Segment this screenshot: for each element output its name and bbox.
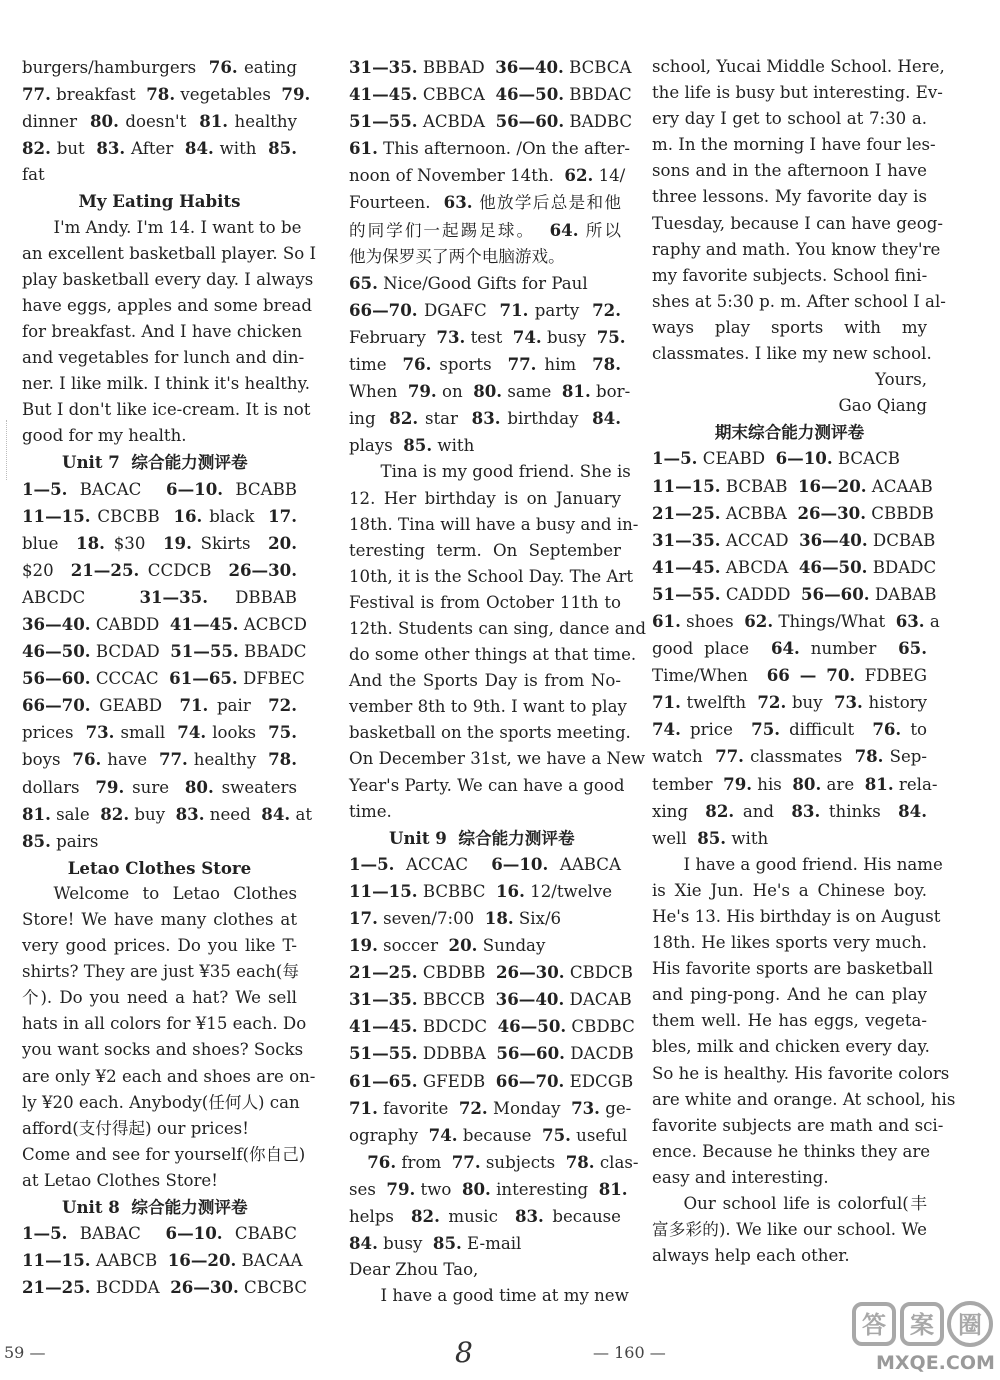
text-line: dollars 79. sure 80. sweaters <box>22 776 297 797</box>
text-line: 11—15. AABCB 16—20. BACAA <box>22 1250 303 1271</box>
page-number: — 160 — <box>593 1343 666 1362</box>
text-line: 12th. Students can sing, dance and <box>349 618 646 638</box>
text-line: 10th, it is the School Day. The Art <box>349 566 634 586</box>
text-line: and vegetables for lunch and din- <box>22 348 305 368</box>
text-line: Yours, <box>875 370 927 390</box>
answer-column-middle <box>349 54 646 1309</box>
text-line: ing 82. star 83. birthday 84. <box>349 408 621 429</box>
text-line: xing 82. and 83. thinks 84. <box>652 800 928 821</box>
text-line: Tina is my good friend. She is <box>380 462 631 482</box>
text-line: 1—5. BACAC 6—10. BCABB <box>22 478 297 499</box>
text-line: 21—25. BCDDA 26—30. CBCBC <box>22 1277 308 1298</box>
text-line: are only ¥2 each and shoes are on- <box>22 1066 316 1086</box>
text-line: 61—65. GFEDB 66—70. EDCGB <box>349 1070 634 1091</box>
text-line: ABCDC 31—35. DBBAB <box>22 586 297 607</box>
text-line: vember 8th to 9th. I want to play <box>349 697 627 717</box>
text-line: $20 21—25. CCDCB 26—30. <box>22 559 297 580</box>
text-line: at Letao Clothes Store! <box>22 1170 218 1190</box>
text-line: 11—15. CBCBB 16. black 17. <box>22 505 298 526</box>
text-line: My Eating Habits <box>78 191 241 212</box>
text-line: have eggs, apples and some bread <box>22 295 312 315</box>
text-line: an excellent basketball player. So I <box>22 243 317 263</box>
text-line: 期末综合能力测评卷 <box>714 422 865 443</box>
text-line: m. In the morning I have four les- <box>652 135 936 155</box>
text-line: 19. soccer 20. Sunday <box>349 935 546 956</box>
text-line: ography 74. because 75. useful <box>349 1124 628 1145</box>
text-line: He's 13. His birthday is on August <box>652 907 941 926</box>
text-line: school, Yucai Middle School. Here, <box>652 57 945 76</box>
text-line: favorite subjects are math and sci- <box>652 1115 944 1135</box>
text-line: 36—40. CABDD 41—45. ACBCD <box>22 613 307 634</box>
text-line: His favorite sports are basketball <box>652 959 934 979</box>
text-line: helps 82. music 83. because <box>349 1206 621 1227</box>
text-line: Our school life is colorful(丰 <box>683 1194 927 1214</box>
text-line: 41—45. ABCDA 46—50. BDADC <box>652 556 937 577</box>
text-line: plays 85. with <box>349 435 475 456</box>
text-line: Unit 8 综合能力测评卷 <box>62 1197 248 1218</box>
text-line: tember 79. his 80. are 81. rela- <box>652 773 938 794</box>
text-line: 31—35. BBBAD 36—40. BCBCA <box>349 57 632 77</box>
text-line: 31—35. ACCAD 36—40. DCBAB <box>652 529 936 550</box>
text-line: time. <box>349 801 392 821</box>
text-line: 51—55. DDBBA 56—60. DACDB <box>349 1043 634 1064</box>
text-line: So he is healthy. His favorite colors <box>652 1063 950 1083</box>
text-line: But I don't like ice-cream. It is not <box>22 400 311 420</box>
text-line: 74. price 75. difficult 76. to <box>652 719 927 740</box>
text-line: Unit 7 综合能力测评卷 <box>62 452 248 473</box>
watermark-icon <box>848 1296 998 1358</box>
text-line: 65. Nice/Good Gifts for Paul <box>349 272 588 293</box>
text-line: ery day I get to school at 7:30 a. <box>652 109 927 129</box>
text-line: watch 77. classmates 78. Sep- <box>652 746 928 767</box>
text-line: 84. busy 85. E-mail <box>349 1233 522 1254</box>
text-line: I have a good time at my new <box>380 1286 629 1306</box>
text-line: bles, milk and chicken every day. <box>652 1037 930 1057</box>
text-line: for breakfast. And I have chicken <box>22 321 303 341</box>
text-line: Letao Clothes Store <box>67 857 252 878</box>
text-line: time 76. sports 77. him 78. <box>349 354 621 375</box>
text-line: 1—5. CEABD 6—10. BCACB <box>652 448 900 469</box>
text-line: 21—25. ACBBA 26—30. CBBDB <box>652 502 934 523</box>
text-line: classmates. I like my new school. <box>652 344 932 364</box>
text-line: shes at 5:30 p. m. After school I al- <box>652 291 946 311</box>
text-line: ence. Because he thinks they are <box>652 1141 931 1161</box>
text-line: When 79. on 80. same 81. bor- <box>349 381 631 402</box>
text-line: and ping-pong. And he can play <box>652 985 927 1005</box>
text-line: 18th. He likes sports very much. <box>652 933 927 953</box>
text-line: shirts? They are just ¥35 each(每 <box>22 962 299 982</box>
text-line: good for my health. <box>22 426 187 446</box>
text-line: burgers/hamburgers 76. eating <box>22 57 297 77</box>
text-line: 31—35. BBCCB 36—40. DACAB <box>349 989 632 1010</box>
text-line: hats in all colors for ¥15 each. Do <box>22 1014 307 1034</box>
text-line: very good prices. Do you like T- <box>22 936 297 956</box>
text-line: 21—25. CBDBB 26—30. CBDCB <box>349 962 633 983</box>
text-line: Gao Qiang <box>838 396 927 416</box>
text-line: 85. pairs <box>22 830 99 851</box>
text-line: three lessons. My favorite day is <box>652 187 927 207</box>
text-line: Tuesday, because I can have geog- <box>652 213 943 233</box>
text-line: my favorite subjects. School fini- <box>652 265 928 285</box>
text-line: 46—50. BCDAD 51—55. BBADC <box>22 641 307 662</box>
text-line: Welcome to Letao Clothes <box>53 883 297 903</box>
text-line: And the Sports Day is from No- <box>349 671 621 691</box>
text-line: blue 18. $30 19. Skirts 20. <box>22 532 297 553</box>
text-line: fat <box>22 165 45 185</box>
binding-dotted-line <box>6 420 7 480</box>
text-line: prices 73. small 74. looks 75. <box>22 722 297 743</box>
text-line: you want socks and shoes? Socks <box>22 1040 304 1060</box>
answer-column-left <box>22 54 317 1301</box>
text-line: is Xie Jun. He's a Chinese boy. <box>652 880 927 900</box>
svg-text:答: 答 <box>862 1311 886 1339</box>
text-line: do some other things at that time. <box>349 645 637 665</box>
text-line: 56—60. CCCAC 61—65. DFBEC <box>22 668 305 689</box>
text-line: ses 79. two 80. interesting 81. <box>349 1178 628 1199</box>
text-line: 18th. Tina will have a busy and in- <box>349 514 639 534</box>
text-line: 51—55. ACBDA 56—60. BADBC <box>349 111 633 132</box>
text-line: 41—45. BDCDC 46—50. CBDBC <box>349 1016 635 1037</box>
text-line: I have a good friend. His name <box>683 854 943 874</box>
text-line: them well. He has eggs, vegeta- <box>652 1011 927 1031</box>
text-line: Festival is from October 11th to <box>349 592 621 612</box>
text-line: good place 64. number 65. <box>652 638 927 659</box>
text-line: 1—5. ACCAC 6—10. AABCA <box>349 853 621 874</box>
previous-page-number: 59 — <box>4 1343 46 1362</box>
text-line: 他为保罗买了两个电脑游戏。 <box>349 246 565 266</box>
text-line: Dear Zhou Tao, <box>349 1260 479 1280</box>
text-line: easy and interesting. <box>652 1167 829 1187</box>
text-line: On December 31st, we have a New <box>349 749 646 769</box>
text-line: the life is busy but interesting. Ev- <box>652 83 943 103</box>
text-line: dinner 80. doesn't 81. healthy <box>22 111 297 132</box>
text-line: are white and orange. At school, his <box>652 1089 956 1109</box>
text-line: 61. shoes 62. Things/What 63. a <box>652 610 940 631</box>
text-line: 81. sale 82. buy 83. need 84. at <box>22 803 313 824</box>
text-line: raphy and math. You know they're <box>652 239 941 259</box>
text-line: Unit 9 综合能力测评卷 <box>389 827 575 848</box>
text-line: 17. seven/7:00 18. Six/6 <box>349 908 562 928</box>
text-line: 11—15. BCBAB 16—20. ACAAB <box>652 475 933 496</box>
text-line: 71. twelfth 72. buy 73. history <box>652 692 927 713</box>
text-line: 61. This afternoon. /On the after- <box>349 138 631 159</box>
text-line: 11—15. BCBBC 16. 12/twelve <box>349 880 613 901</box>
text-line: 41—45. CBBCA 46—50. BBDAC <box>349 84 632 105</box>
text-line: 66—70. GEABD 71. pair 72. <box>22 695 297 716</box>
text-line: boys 76. have 77. healthy 78. <box>22 749 297 770</box>
text-line: always help each other. <box>652 1246 850 1266</box>
text-line: February 73. test 74. busy 75. <box>349 326 626 347</box>
text-line: play basketball every day. I always <box>22 269 314 289</box>
text-line: Year's Party. We can have a good <box>349 775 625 795</box>
text-line: Fourteen. 63. 他放学后总是和他 <box>349 192 621 213</box>
text-line: 82. but 83. After 84. with 85. <box>22 138 297 159</box>
text-line: 的同学们一起踢足球。 64. 所以 <box>349 219 621 240</box>
text-line: 12. Her birthday is on January <box>349 488 621 508</box>
handwritten-mark: 8 <box>455 1336 473 1369</box>
text-line: afford(支付得起) our prices! <box>22 1118 249 1138</box>
watermark-text: MXQE.COM <box>876 1352 995 1374</box>
text-line: 66—70. DGAFC 71. party 72. <box>349 299 621 320</box>
text-line: Time/When 66 — 70. FDBEG <box>652 665 928 686</box>
text-line: noon of November 14th. 62. 14/ <box>349 165 626 186</box>
text-line: Store! We have many clothes at <box>22 910 297 929</box>
text-line: teresting term. On September <box>349 540 621 560</box>
text-line: Come and see for yourself(你自己) <box>22 1144 306 1164</box>
text-line: 76. from 77. subjects 78. clas- <box>367 1151 639 1172</box>
text-line: 77. breakfast 78. vegetables 79. <box>22 84 311 105</box>
answer-column-right <box>652 54 956 1269</box>
text-line: well 85. with <box>652 827 769 848</box>
text-line: ner. I like milk. I think it's healthy. <box>22 374 311 394</box>
text-line: 富多彩的). We like our school. We <box>652 1220 927 1240</box>
text-line: 51—55. CADDD 56—60. DABAB <box>652 583 937 604</box>
watermark-logo <box>848 1296 998 1378</box>
text-line: I'm Andy. I'm 14. I want to be <box>53 217 302 237</box>
text-line: 71. favorite 72. Monday 73. ge- <box>349 1097 632 1118</box>
svg-text:案: 案 <box>910 1311 934 1339</box>
text-line: 个). Do you need a hat? We sell <box>22 988 297 1008</box>
text-line: basketball on the sports meeting. <box>349 723 631 743</box>
text-line: sons and in the afternoon I have <box>652 161 927 181</box>
text-line: 1—5. BABAC 6—10. CBABC <box>22 1223 297 1244</box>
text-line: ly ¥20 each. Anybody(任何人) can <box>22 1092 300 1112</box>
text-line: ways play sports with my <box>652 317 927 337</box>
svg-text:圈: 圈 <box>958 1311 982 1339</box>
